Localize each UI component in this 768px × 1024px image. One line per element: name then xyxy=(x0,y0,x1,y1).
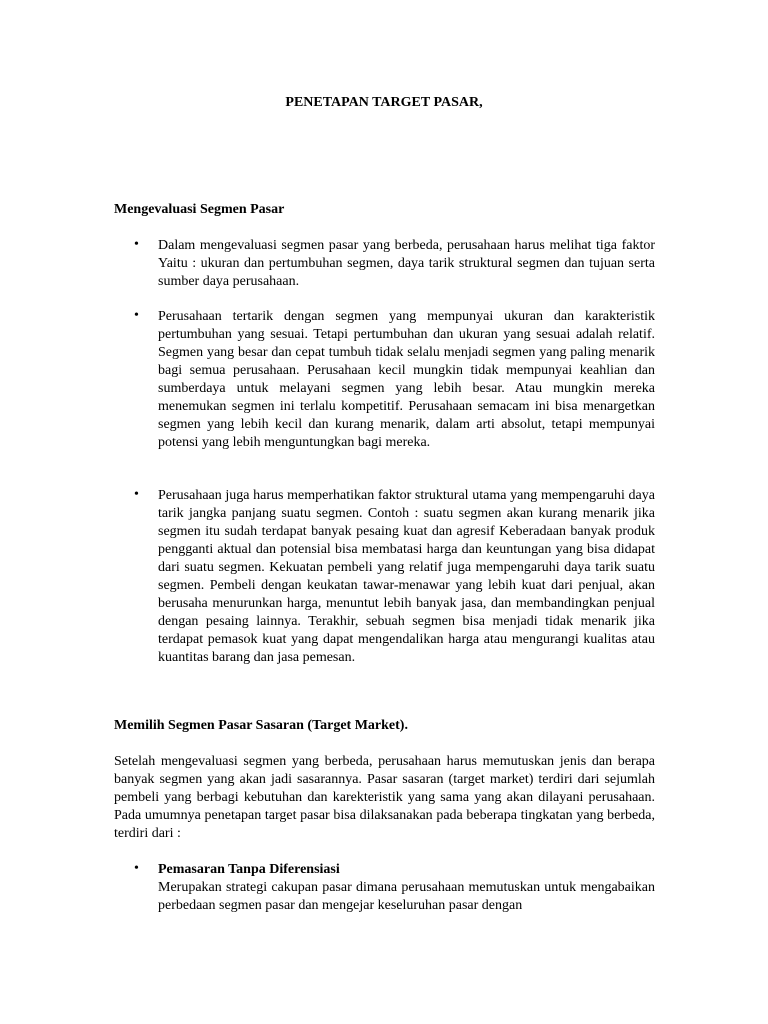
bullet-icon: • xyxy=(134,308,139,323)
section-heading-evaluate-segments: Mengevaluasi Segmen Pasar xyxy=(114,202,285,217)
bullet-text-undifferentiated: Merupakan strategi cakupan pasar dimana perusahaan memutuskan untuk mengabaikan perbedaan segmen pasar dan mengejar keseluruhan pasar dengan xyxy=(158,880,655,913)
bullet-text-segment-size: Perusahaan tertarik dengan segmen yang mempunyai ukuran dan karakteristik pertumbuhan yang sesuai. Tetapi pertumbuhan dan ukuran yang sesuai adalah relatif. Segmen yang besar dan cepat tumbuh tidak selalu menjadi segmen yang paling menarik bagi semua perusahaan. Perusahaan kecil mungkin tidak mempunyai keahlian dan sumberdaya untuk melayani segmen yang lebih besar. Atau mungkin mereka menemukan segmen ini terlalu kompetitif. Perusahaan semacam ini bisa menargetkan segmen yang lebih kecil dan kurang menarik, dalam arti absolut, tetapi mempunyai potensi yang lebih menguntungkan bagi mereka. xyxy=(158,309,655,450)
bullet-undifferentiated-marketing xyxy=(158,861,655,915)
document-title: PENETAPAN TARGET PASAR, xyxy=(285,95,483,110)
bullet-icon: • xyxy=(134,237,139,252)
section-heading-target-market: Memilih Segmen Pasar Sasaran (Target Market). xyxy=(114,718,408,733)
bullet-icon: • xyxy=(134,487,139,502)
paragraph-target-market: Setelah mengevaluasi segmen yang berbeda, perusahaan harus memutuskan jenis dan berapa banyak segmen yang akan jadi sasarannya. Pasar sasaran (target market) terdiri dari sejumlah pembeli yang berbagi kebutuhan dan karekteristik yang sama yang akan dilayani perusahaan. Pada umumnya penetapan target pasar bisa dilaksanakan pada beberapa tingkatan yang berbeda, terdiri dari : xyxy=(114,754,655,841)
bullet-text-evaluation-factors: Dalam mengevaluasi segmen pasar yang berbeda, perusahaan harus melihat tiga faktor Yaitu : ukuran dan pertumbuhan segmen, daya tarik struktural segmen dan tujuan serta sumber daya perusahaan. xyxy=(158,238,655,289)
bullet-text-structural-factors: Perusahaan juga harus memperhatikan faktor struktural utama yang mempengaruhi daya tarik jangka panjang suatu segmen. Contoh : suatu segmen akan kurang menarik jika segmen itu sudah terdapat banyak pesaing kuat dan agresif Keberadaan banyak produk pengganti aktual dan potensial bisa membatasi harga dan keuntungan yang bisa didapat dari suatu segmen. Kekuatan pembeli yang relatif juga mempengaruhi daya tarik suatu segmen. Pembeli dengan keukatan tawar-menawar yang lebih kuat dari penjual, akan berusaha menurunkan harga, menuntut lebih banyak jasa, dan membandingkan penjual dengan pesaing lainnya. Terakhir, sebuah segmen bisa menjadi tidak menarik jika terdapat pemasok kuat yang dapat mengendalikan harga atau mengurangi kualitas atau kuantitas barang dan jasa pemesan. xyxy=(158,488,655,665)
bullet-icon: • xyxy=(134,861,139,876)
bullet-title-undifferentiated: Pemasaran Tanpa Diferensiasi xyxy=(158,862,340,877)
